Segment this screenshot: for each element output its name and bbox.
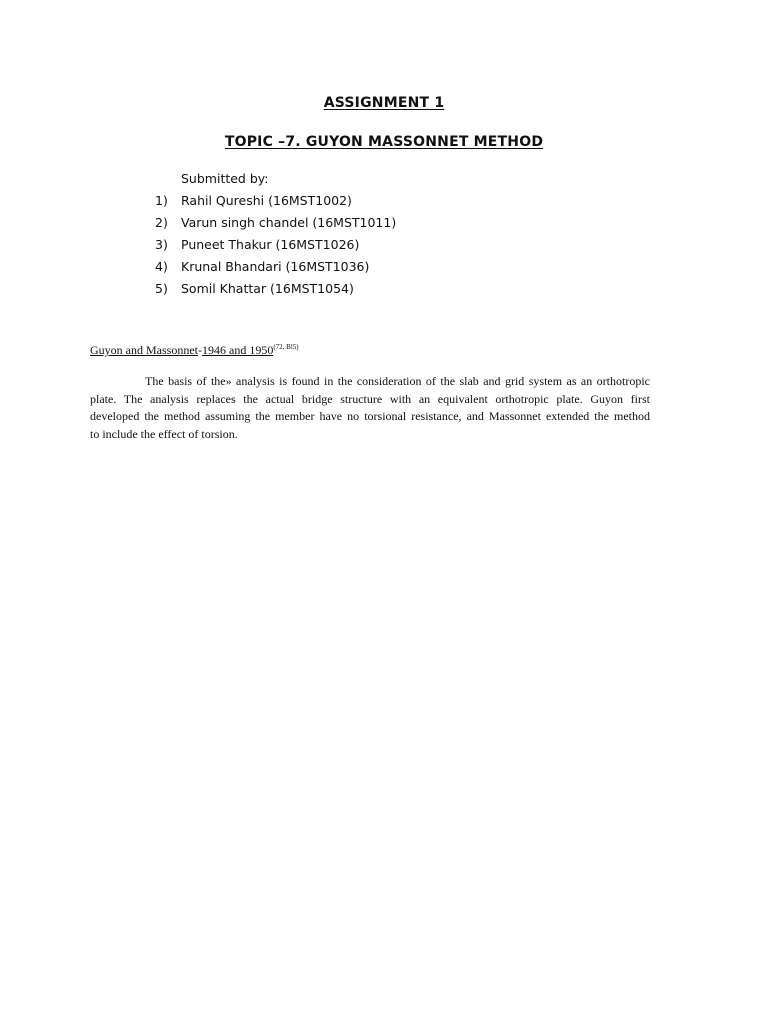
section-heading-dash: -: [198, 343, 202, 357]
student-item: [155, 215, 396, 237]
section-heading: [90, 343, 299, 358]
section-heading-reference: (72, Bl5): [273, 343, 299, 351]
assignment-title: ASSIGNMENT 1: [323, 95, 445, 111]
section-heading-authors: Guyon and Massonnet: [90, 343, 198, 357]
paragraph-line: developed the method assuming the member have no torsional resistance, and Massonnet extended the method: [90, 409, 650, 423]
student-number: 4): [155, 259, 168, 274]
student-name: Puneet Thakur (16MST1026): [181, 237, 360, 252]
student-item: [155, 281, 396, 303]
student-item: [155, 193, 396, 215]
paragraph-line: to include the effect of torsion.: [90, 426, 238, 441]
student-name: Rahil Qureshi (16MST1002): [181, 193, 352, 208]
section-heading-years: 1946 and 1950: [202, 343, 274, 357]
student-name: Varun singh chandel (16MST1011): [181, 215, 397, 230]
student-item: [155, 237, 396, 259]
student-item: [155, 259, 396, 281]
paragraph-line: plate. The analysis replaces the actual bridge structure with an equivalent orthotropic plate. Guyon first: [90, 391, 650, 406]
submitted-by-label: Submitted by:: [181, 171, 269, 186]
student-number: 3): [155, 237, 168, 252]
paragraph-line: The basis of the» analysis is found in the consideration of the slab and grid system as an orthotropic: [145, 374, 650, 388]
student-number: 5): [155, 281, 168, 296]
student-name: Somil Khattar (16MST1054): [181, 281, 354, 296]
student-number: 2): [155, 215, 168, 230]
topic-title: TOPIC –7. GUYON MASSONNET METHOD: [224, 134, 544, 150]
body-paragraph: [90, 373, 650, 443]
student-number: 1): [155, 193, 168, 208]
student-list: [155, 193, 396, 303]
student-name: Krunal Bhandari (16MST1036): [181, 259, 370, 274]
